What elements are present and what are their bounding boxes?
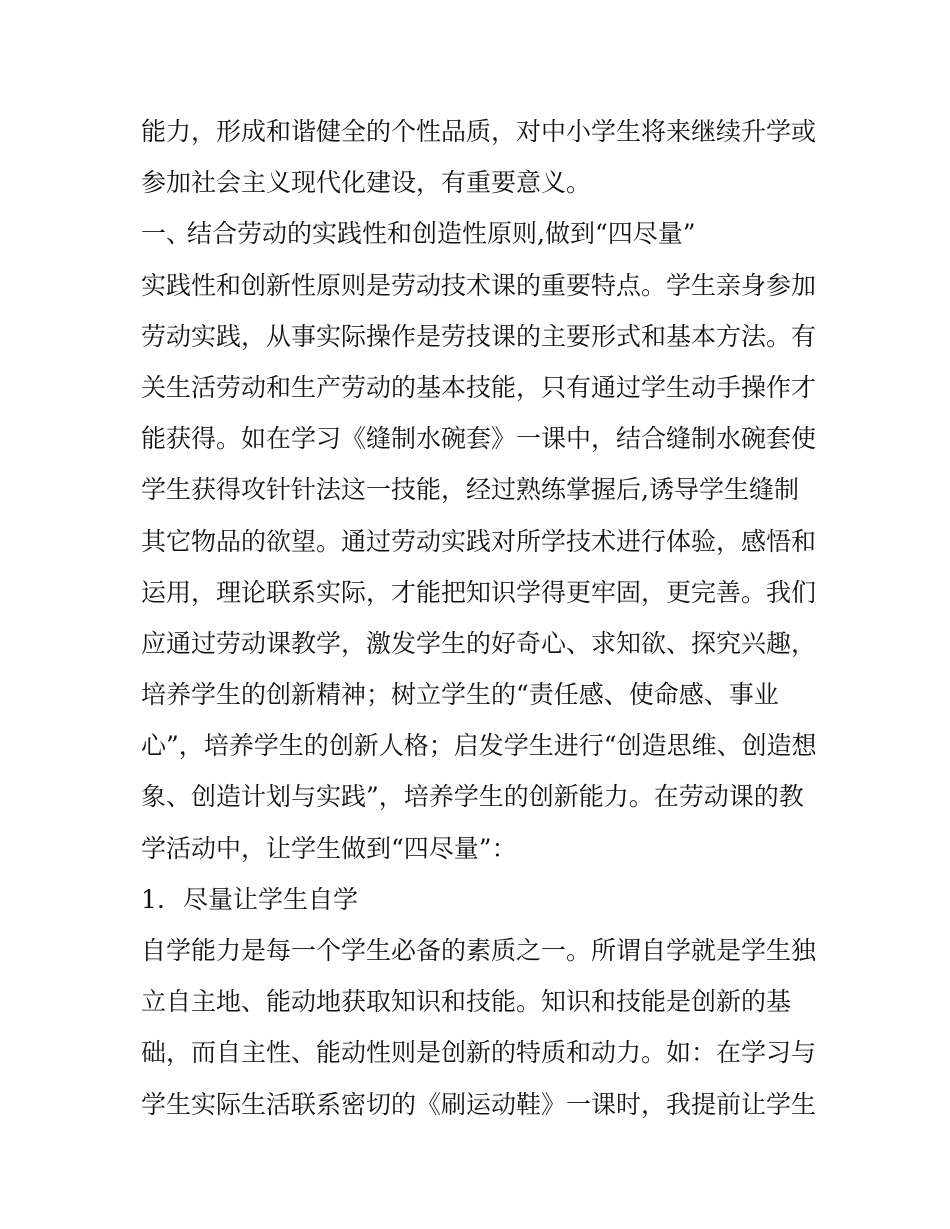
paragraph-line: 其它物品的欲望。通过劳动实践对所学技术进行体验，感悟和 [141, 526, 817, 556]
paragraph-line: 础，而自主性、能动性则是创新的特质和动力。如：在学习与 [141, 1038, 817, 1068]
paragraph-line: 心”，培养学生的创新人格；启发学生进行“创造思维、创造想 [141, 731, 817, 761]
paragraph-line: 能力，形成和谐健全的个性品质，对中小学生将来继续升学或 [141, 117, 817, 146]
paragraph-line: 培养学生的创新精神；树立学生的“责任感、使命感、事业 [141, 680, 779, 710]
paragraph-line: 立自主地、能动地获取知识和技能。知识和技能是创新的基 [141, 987, 792, 1017]
paragraph-line: 参加社会主义现代化建设，有重要意义。 [141, 168, 592, 198]
paragraph-line: 学生获得攻针针法这一技能，经过熟练掌握后,诱导学生缝制 [141, 475, 799, 505]
paragraph-line: 关生活劳动和生产劳动的基本技能，只有通过学生动手操作才 [141, 372, 817, 402]
paragraph-line: 运用，理论联系实际，才能把知识学得更牢固，更完善。我们 [141, 577, 817, 607]
paragraph-line: 自学能力是每一个学生必备的素质之一。所谓自学就是学生独 [141, 936, 817, 965]
list-item [141, 874, 831, 925]
paragraph-line: 应通过劳动课教学，激发学生的好奇心、求知欲、探究兴趣， [141, 628, 817, 658]
list-item-number: 1. [141, 884, 165, 914]
paragraph-line: 学生实际生活联系密切的《刷运动鞋》一课时，我提前让学生 [141, 1089, 817, 1119]
paragraph-line: 实践性和创新性原则是劳动技术课的重要特点。学生亲身参加 [141, 270, 817, 300]
section-heading [141, 208, 831, 259]
paragraph-line: 象、创造计划与实践”，培养学生的创新能力。在劳动课的教 [141, 782, 804, 812]
section-heading-number: 一、 [141, 219, 192, 249]
paragraph-line: 能获得。如在学习《缝制水碗套》一课中，结合缝制水碗套使 [141, 424, 817, 454]
document-body [141, 106, 831, 1130]
list-item-text: 尽量让学生自学 [183, 884, 359, 914]
paragraph-line: 劳动实践，从事实际操作是劳技课的主要形式和基本方法。有 [141, 321, 817, 351]
paragraph-line: 学活动中，让学生做到“四尽量”： [141, 833, 517, 863]
section-heading-text: 结合劳动的实践性和创造性原则,做到“四尽量” [187, 219, 696, 249]
